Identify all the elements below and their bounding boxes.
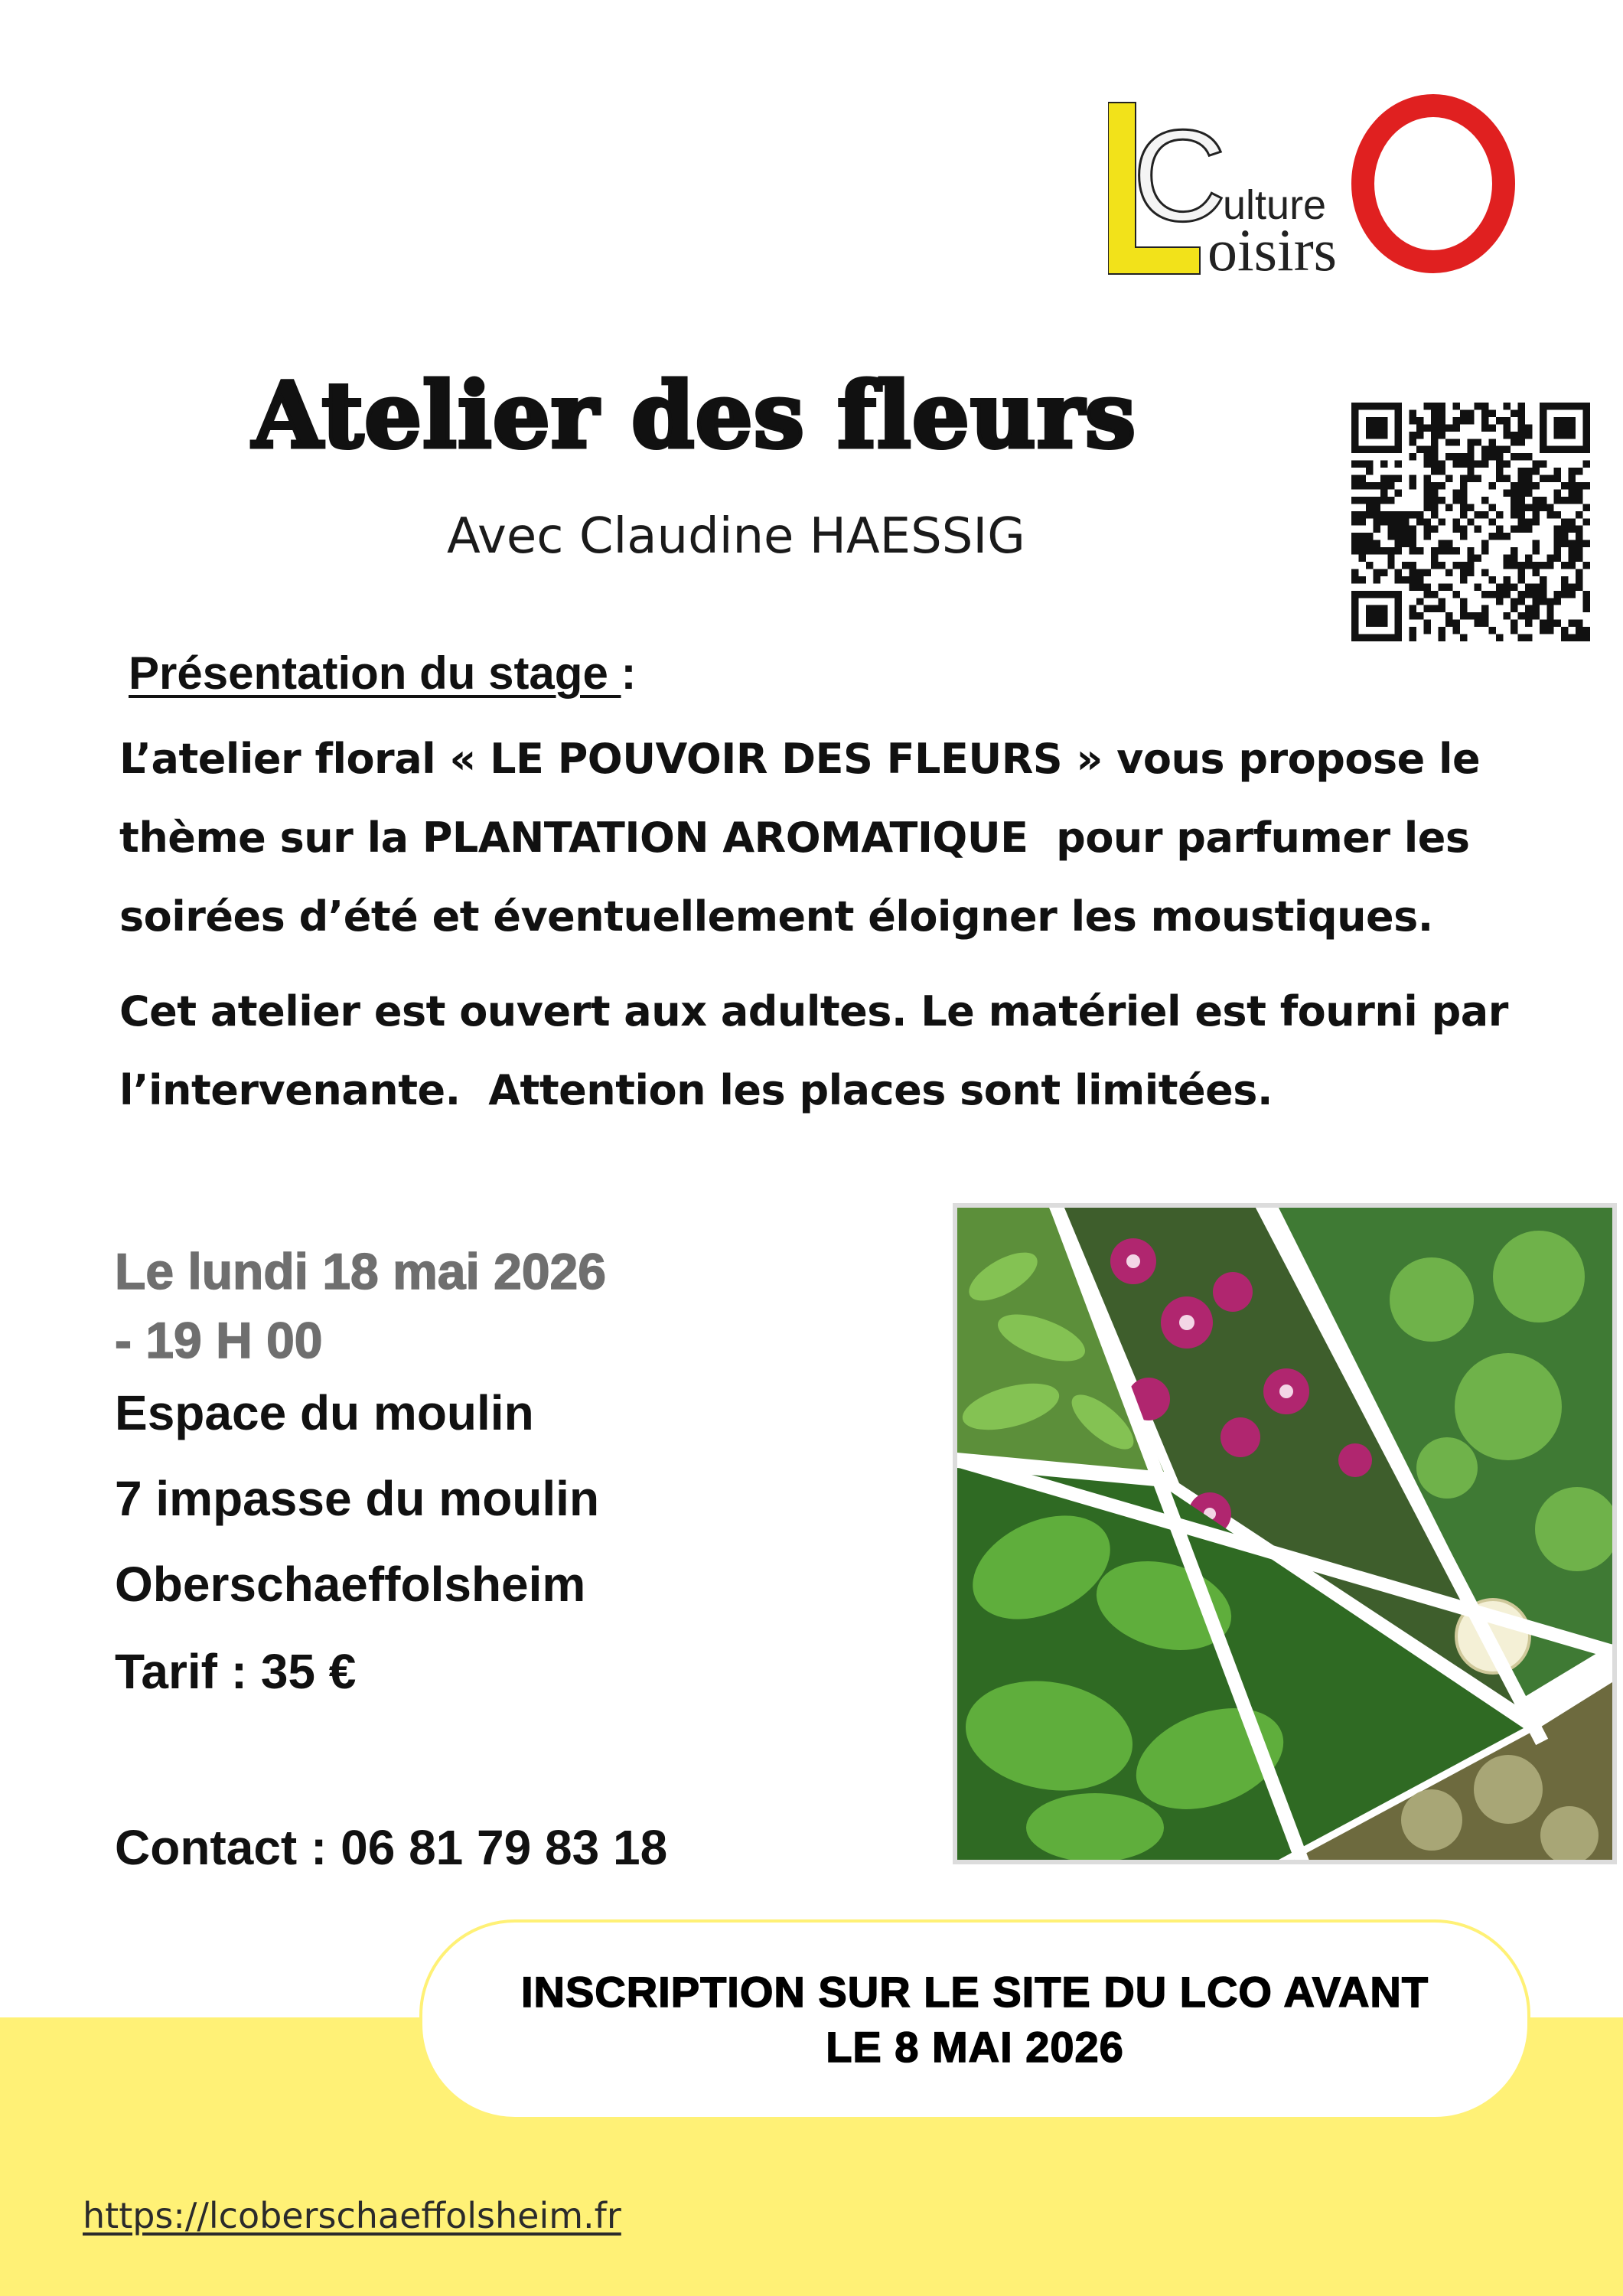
lco-logo-graphic bbox=[1108, 90, 1521, 282]
presentation-heading-label: Présentation du stage bbox=[129, 647, 621, 699]
page-title: Atelier des fleurs bbox=[253, 362, 1137, 468]
registration-line-1: INSCRIPTION SUR LE SITE DU LCO AVANT bbox=[520, 1968, 1429, 2016]
event-date-line-2: - 19 H 00 bbox=[115, 1312, 323, 1368]
event-price: Tarif : 35 € bbox=[115, 1644, 357, 1699]
registration-line-2: LE 8 MAI 2026 bbox=[826, 2023, 1124, 2071]
event-town: Oberschaeffolsheim bbox=[115, 1557, 586, 1612]
registration-banner bbox=[419, 1919, 1530, 2120]
event-contact: Contact : 06 81 79 83 18 bbox=[115, 1820, 668, 1875]
logo-word-culture: ulture bbox=[1223, 182, 1327, 228]
event-date-line-1: Le lundi 18 mai 2026 bbox=[115, 1243, 606, 1300]
presentation-heading-colon: : bbox=[621, 647, 637, 699]
lco-logo bbox=[1108, 90, 1521, 282]
website-link[interactable]: https://lcoberschaeffolsheim.fr bbox=[83, 2195, 621, 2236]
herbs-photo-collage bbox=[953, 1203, 1617, 1864]
logo-word-loisirs: oisirs bbox=[1207, 217, 1338, 282]
event-venue: Espace du moulin bbox=[115, 1385, 534, 1440]
event-address: 7 impasse du moulin bbox=[115, 1471, 600, 1526]
page-subtitle: Avec Claudine HAESSIG bbox=[447, 508, 1025, 565]
qr-code-icon[interactable] bbox=[1351, 403, 1590, 641]
presentation-paragraph-1: L’atelier floral « LE POUVOIR DES FLEURS » vous propose le thème sur la PLANTATION AROMATIQUE pour parfumer les soirées d’été et éventuellement éloigner les moustiques. bbox=[119, 735, 1481, 941]
presentation-heading bbox=[129, 643, 817, 704]
presentation-paragraph-2: Cet atelier est ouvert aux adultes. Le matériel est fourni par l’intervenante. Attention les places sont limitées. bbox=[119, 987, 1508, 1114]
event-date bbox=[115, 1237, 880, 1375]
logo-letter-c: C bbox=[1133, 103, 1227, 249]
